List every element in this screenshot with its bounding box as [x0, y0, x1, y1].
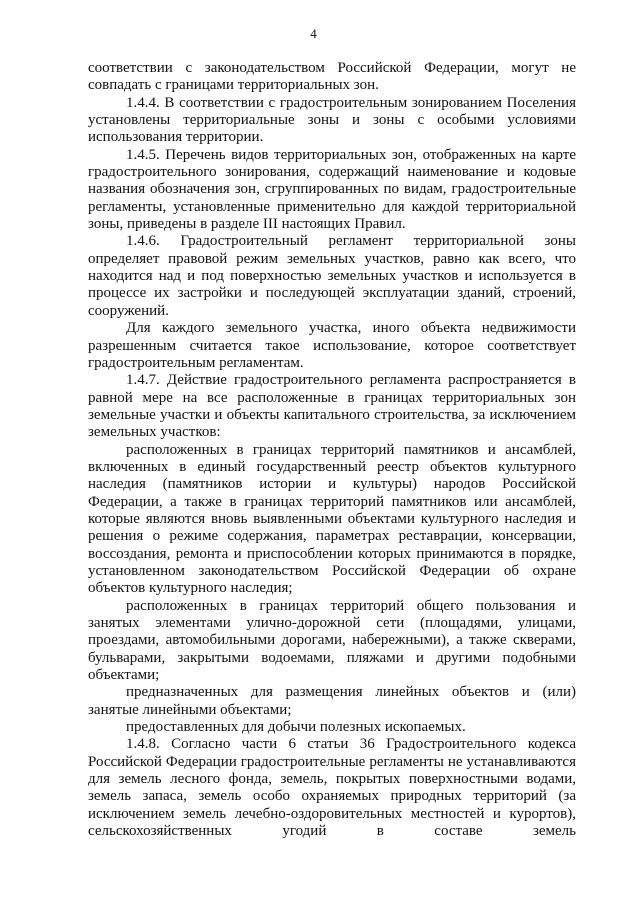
paragraph-1-4-7: 1.4.7. Действие градостроительного регламента распространяется в равной мере на все расположенные в границах территориальных зон земельные участки и объекты капитального строительства, за исключением земельных участков: [88, 372, 576, 441]
paragraph-permitted-use: Для каждого земельного участка, иного объекта недвижимости разрешенным считается такое использование, которое соответствует градостроительным регламентам. [88, 320, 576, 371]
paragraph-1-4-4: 1.4.4. В соответствии с градостроительным зонированием Поселения установлены территориальные зоны и зоны с особыми условиями использования территории. [88, 94, 576, 146]
list-item-public-territories: расположенных в границах территорий общего пользования и занятых элементами улично-дорожной сети (площадями, улицами, проездами, автомобильными дорогами, набережными), а также скверами, бульварами, закрытыми водоемами, пляжами и другими подобными объектами; [88, 597, 576, 684]
list-item-linear-objects: предназначенных для размещения линейных объектов и (или) занятые линейными объектами; [88, 684, 576, 718]
page-number: 4 [310, 26, 317, 41]
list-item-cultural-heritage: расположенных в границах территорий памятников и ансамблей, включенных в единый государственный реестр объектов культурного наследия (памятников истории и культуры) народов Российской Федерации, а также в границах территорий памятников или ансамблей, которые являются вновь выявленными объектами культурного наследия и решения о режиме содержания, параметрах реставрации, консервации, воссоздания, ремонта и приспособлении которых принимаются в порядке, установленном законодательством Российской Федерации об охране объектов культурного наследия; [88, 441, 576, 597]
paragraph-1-4-8: 1.4.8. Согласно части 6 статьи 36 Градостроительного кодекса Российской Федерации градостроительные регламенты не устанавливаются для земель лесного фонда, земель, покрытых поверхностными водами, земель запаса, земель особо охраняемых природных территорий (за исключением земель лечебно-оздоровительных местностей и курортов), сельскохозяйственных угодий в составе земель [88, 736, 576, 840]
document-body [88, 60, 576, 840]
paragraph-1-4-5: 1.4.5. Перечень видов территориальных зон, отображенных на карте градостроительного зонирования, содержащий наименование и кодовые названия обозначения зон, сгруппированных по видам, градостроительные регламенты, установленные применительно для каждой территориальной зоны, приведены в разделе III настоящих Правил. [88, 146, 576, 233]
paragraph-continuation: соответствии с законодательством Российской Федерации, могут не совпадать с границами территориальных зон. [88, 60, 576, 94]
paragraph-1-4-6: 1.4.6. Градостроительный регламент территориальной зоны определяет правовой режим земельных участков, равно как всего, что находится над и под поверхностью земельных участков и используется в процессе их застройки и последующей эксплуатации зданий, строений, сооружений. [88, 233, 576, 319]
list-item-mineral-extraction: предоставленных для добычи полезных ископаемых. [126, 719, 466, 736]
